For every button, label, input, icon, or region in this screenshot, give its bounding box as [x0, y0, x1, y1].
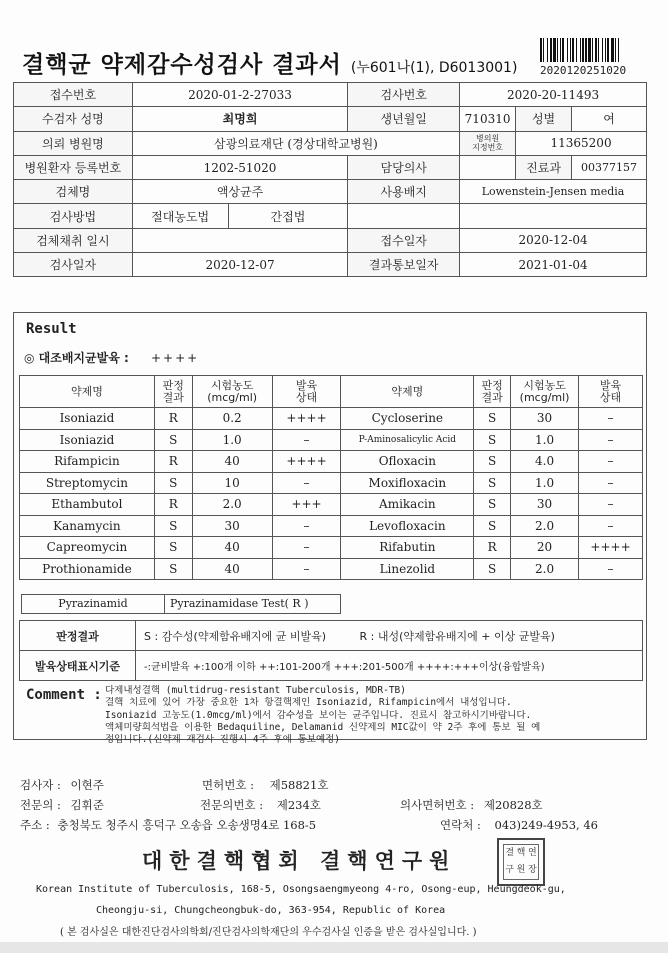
reception-no: 2020-01-2-27033: [132, 83, 348, 107]
doctor-label: 담당의사: [348, 155, 460, 179]
dept-label: 진료과: [516, 155, 572, 179]
header-conc: [192, 376, 272, 408]
title-text: 결핵균 약제감수성검사 결과서: [22, 52, 342, 78]
drug-name: Isoniazid: [20, 429, 155, 451]
header-drug-2: 약제명: [341, 376, 474, 408]
method-empty-2: [460, 204, 647, 228]
tester: 이현주: [70, 778, 104, 792]
hospital-label: 의뢰 병원명: [14, 131, 133, 155]
table-row: [20, 537, 643, 559]
organization-name-ko: 대한결핵협회 결핵연구원: [142, 848, 457, 873]
comment-line-1: 다제내성결핵 (multidrug-resistant Tuberculosis, MDR-TB): [105, 685, 406, 696]
judge: R: [154, 408, 192, 430]
test-date-label: 검사일자: [14, 253, 133, 277]
control-growth: [24, 349, 199, 366]
header-growth-b1: 발육: [599, 378, 622, 392]
header-conc-b: [511, 376, 579, 408]
judge: S: [474, 451, 511, 473]
certification-note: ( 본 검사실은 대한진단검사의학회/진단검사의학재단의 우수검사실 인증을 받은 검사실입니다. ): [60, 927, 477, 938]
bottom-bar: [0, 942, 668, 953]
medium-label: 사용배지: [348, 180, 460, 204]
control-value: ++++: [150, 351, 200, 365]
header-judge: [154, 376, 192, 408]
growth: ++++: [272, 451, 341, 473]
drug-name: Ofloxacin: [341, 451, 474, 473]
comment-text: [105, 685, 635, 746]
hospital: 삼광의료재단 (경상대학교병원): [132, 131, 459, 155]
conc: 10: [192, 472, 272, 494]
header-judge-b: [474, 376, 511, 408]
comment-line-2: 결핵 치료에 있어 가장 중요한 1차 항결핵제인 Isoniazid, Rifampicin에서 내성입니다.: [105, 697, 512, 709]
drug-name: Moxifloxacin: [341, 472, 474, 494]
address-label: 주소 :: [20, 818, 50, 832]
header-drug: 약제명: [20, 376, 155, 408]
drug-name: Levofloxacin: [341, 515, 474, 537]
growth: –: [579, 472, 643, 494]
doctor-license: 제20828호: [483, 798, 543, 812]
growth: ++++: [272, 408, 341, 430]
receipt-date-label: 접수일자: [348, 228, 460, 252]
drug-name: Isoniazid: [20, 408, 155, 430]
pyrazinamid-label: Pyrazinamid: [22, 595, 165, 613]
conc: 30: [511, 408, 579, 430]
birth: 710310: [460, 107, 516, 131]
conc: 40: [192, 537, 272, 559]
judge: S: [474, 472, 511, 494]
table-row: [20, 494, 643, 516]
hospital-code-label-2: 지정번호: [472, 143, 504, 153]
specialist-no: 제234호: [276, 798, 321, 812]
sex: 여: [571, 107, 646, 131]
drug-name: Linezolid: [341, 558, 474, 580]
report-title: [22, 46, 517, 79]
judgement-criteria: [136, 621, 643, 651]
judge: R: [474, 537, 511, 559]
seal-glyph: 장: [527, 865, 537, 875]
specialist-no-label: 전문의번호 :: [200, 798, 264, 812]
growth: –: [579, 558, 643, 580]
seal-glyph: 구: [505, 865, 515, 875]
header-conc-2: (mcg/ml): [207, 390, 258, 404]
conc: 4.0: [511, 451, 579, 473]
growth-criteria: -:균비발육 +:100개 이하 ++:101-200개 +++:201-500개 ++++:+++이상(융합발육): [136, 651, 643, 681]
birth-label: 생년월일: [348, 107, 460, 131]
table-row: [20, 408, 643, 430]
drug-name: Rifampicin: [20, 451, 155, 473]
tester-label: 검사자 :: [20, 778, 61, 792]
growth: –: [272, 537, 341, 559]
seal-glyph: 원: [516, 865, 526, 875]
judgement-label: 판정결과: [20, 621, 136, 651]
official-seal: [497, 838, 545, 886]
result-section: [13, 312, 647, 746]
organization-address-en-1: Korean Institute of Tuberculosis, 168-5, Osongsaengmyeong 4-ro, Osong-eup, Heungdeok-gu,: [36, 884, 566, 895]
license-group: [202, 777, 502, 793]
method-label: 검사방법: [14, 204, 133, 228]
conc: 1.0: [192, 429, 272, 451]
header-judge-b2: 결과: [481, 390, 503, 404]
patient-name: 최명희: [132, 107, 348, 131]
collection-date-label: 검체채취 일시: [14, 228, 133, 252]
doctor-license-group: [400, 797, 543, 813]
judge: S: [154, 558, 192, 580]
form-code: (누601나(1), D6013001): [350, 60, 518, 76]
receipt-date: 2020-12-04: [460, 228, 647, 252]
header-growth-2: 상태: [295, 390, 318, 404]
header-judge-b1: 판정: [481, 378, 503, 392]
method-empty: [348, 204, 460, 228]
comment-line-5: 정입니다.(신약제 재검사 진행시 4주 후에 통보예정): [105, 734, 341, 746]
comment-line-3: Isoniazid 고농도(1.0mcg/ml)에서 감수성을 보이는 균주입니다. 진료시 참고하시기바랍니다.: [105, 709, 532, 721]
comment-line-4: 액체미량희석법을 이용한 Bedaquiline, Delamanid 신약제의 MIC값이 약 2주 후에 통보 될 예: [105, 721, 541, 733]
contact: 043)249-4953, 46: [494, 818, 598, 832]
seal-pattern: [503, 844, 539, 880]
specialist: 김휘준: [70, 798, 104, 812]
judgement-s: S : 감수성(약제함유배지에 균 비발육): [144, 629, 327, 643]
growth: –: [579, 494, 643, 516]
growth: –: [272, 472, 341, 494]
conc: 1.0: [511, 429, 579, 451]
header-growth-1: 발육: [295, 378, 318, 392]
drug-name: Cycloserine: [341, 408, 474, 430]
table-row: [20, 429, 643, 451]
table-row: [20, 472, 643, 494]
growth: –: [579, 429, 643, 451]
dept: 00377157: [571, 155, 646, 179]
contact-label: 연락처 :: [440, 818, 481, 832]
collection-date: [132, 228, 348, 252]
conc: 2.0: [192, 494, 272, 516]
conc: 40: [192, 451, 272, 473]
patient-reg-label: 병원환자 등록번호: [14, 155, 133, 179]
drug-name: Prothionamide: [20, 558, 155, 580]
drug-name: P-Aminosalicylic Acid: [341, 429, 474, 451]
growth-criteria-label: 발육상태표시기준: [20, 651, 136, 681]
address-line: [20, 817, 660, 833]
specialist-label: 전문의 :: [20, 798, 61, 812]
growth: –: [272, 429, 341, 451]
header-conc-b1: 시험농도: [523, 378, 566, 392]
sex-label: 성별: [516, 107, 572, 131]
judge: S: [154, 429, 192, 451]
license: 제58821호: [269, 778, 329, 792]
judge: S: [154, 472, 192, 494]
growth: –: [579, 451, 643, 473]
test-no: 2020-20-11493: [460, 83, 647, 107]
conc: 0.2: [192, 408, 272, 430]
header-conc-b2: (mcg/ml): [519, 390, 570, 404]
seal-glyph: 연: [527, 848, 537, 858]
patient-reg: 1202-51020: [132, 155, 348, 179]
judge: S: [474, 408, 511, 430]
specialist-line: [20, 797, 660, 813]
tester-line: [20, 777, 329, 793]
judge: R: [154, 494, 192, 516]
method-1: 절대농도법: [132, 204, 228, 228]
judge: S: [474, 429, 511, 451]
judge: S: [474, 515, 511, 537]
control-label: ◎ 대조배지균발육 :: [24, 351, 129, 365]
judge: S: [154, 537, 192, 559]
growth: –: [272, 558, 341, 580]
conc: 30: [192, 515, 272, 537]
drug-table-header: [20, 376, 643, 408]
reception-no-label: 접수번호: [14, 83, 133, 107]
growth: +++: [272, 494, 341, 516]
report-date-label: 결과통보일자: [348, 253, 460, 277]
method-2: 간접법: [228, 204, 348, 228]
conc: 2.0: [511, 558, 579, 580]
drug-name: Capreomycin: [20, 537, 155, 559]
hospital-code-label: [460, 131, 516, 155]
growth: ++++: [579, 537, 643, 559]
barcode-bar: [619, 38, 621, 62]
conc: 40: [192, 558, 272, 580]
pyrazinamid-value: Pyrazinamidase Test( R ): [170, 597, 309, 610]
judge: S: [474, 494, 511, 516]
conc: 1.0: [511, 472, 579, 494]
conc: 30: [511, 494, 579, 516]
patient-name-label: 수검자 성명: [14, 107, 133, 131]
specimen-label: 검체명: [14, 180, 133, 204]
seal-glyph: 결: [505, 848, 515, 858]
table-row: [20, 451, 643, 473]
drug-name: Ethambutol: [20, 494, 155, 516]
judgement-table: [19, 620, 643, 681]
judge: R: [154, 451, 192, 473]
drug-table: [19, 375, 643, 580]
license-label: 면허번호 :: [202, 778, 254, 792]
judge: S: [154, 515, 192, 537]
report-date: 2021-01-04: [460, 253, 647, 277]
doctor: [460, 155, 516, 179]
pyrazinamid-row: [21, 594, 341, 614]
result-title: Result: [26, 321, 77, 337]
comment-label: Comment :: [26, 687, 102, 703]
header-judge-2: 결과: [162, 390, 184, 404]
organization-address-en-2: Cheongju-si, Chungcheongbuk-do, 363-954, Republic of Korea: [96, 905, 446, 916]
drug-name: Rifabutin: [341, 537, 474, 559]
barcode-bars: [540, 38, 644, 62]
drug-name: Streptomycin: [20, 472, 155, 494]
test-date: 2020-12-07: [132, 253, 348, 277]
barcode: [540, 38, 644, 77]
hospital-code: 11365200: [516, 131, 647, 155]
header-growth: [272, 376, 341, 408]
doctor-license-label: 의사면허번호 :: [400, 798, 475, 812]
header-growth-b: [579, 376, 643, 408]
growth: –: [272, 515, 341, 537]
growth: –: [579, 515, 643, 537]
hospital-code-label-1: 병의원: [475, 134, 500, 144]
conc: 2.0: [511, 515, 579, 537]
drug-name: Amikacin: [341, 494, 474, 516]
table-row: [20, 515, 643, 537]
table-row: [20, 558, 643, 580]
conc: 20: [511, 537, 579, 559]
patient-info-table: [13, 82, 647, 277]
judgement-r: R : 내성(약제함유배지에 + 이상 균발육): [359, 629, 555, 643]
specimen: 액상균주: [132, 180, 348, 204]
growth: –: [579, 408, 643, 430]
test-no-label: 검사번호: [348, 83, 460, 107]
drug-name: Kanamycin: [20, 515, 155, 537]
barcode-number: 2020120251020: [540, 64, 627, 77]
judge: S: [474, 558, 511, 580]
medium: Lowenstein-Jensen media: [460, 180, 647, 204]
specialist-no-group: [200, 797, 321, 813]
header-judge-1: 판정: [162, 378, 184, 392]
header-growth-b2: 상태: [599, 390, 622, 404]
contact-group: [440, 817, 598, 833]
seal-glyph: 핵: [516, 848, 526, 858]
header-conc-1: 시험농도: [210, 378, 254, 392]
address: 충청북도 청주시 흥덕구 오송읍 오송생명4로 168-5: [57, 818, 317, 832]
